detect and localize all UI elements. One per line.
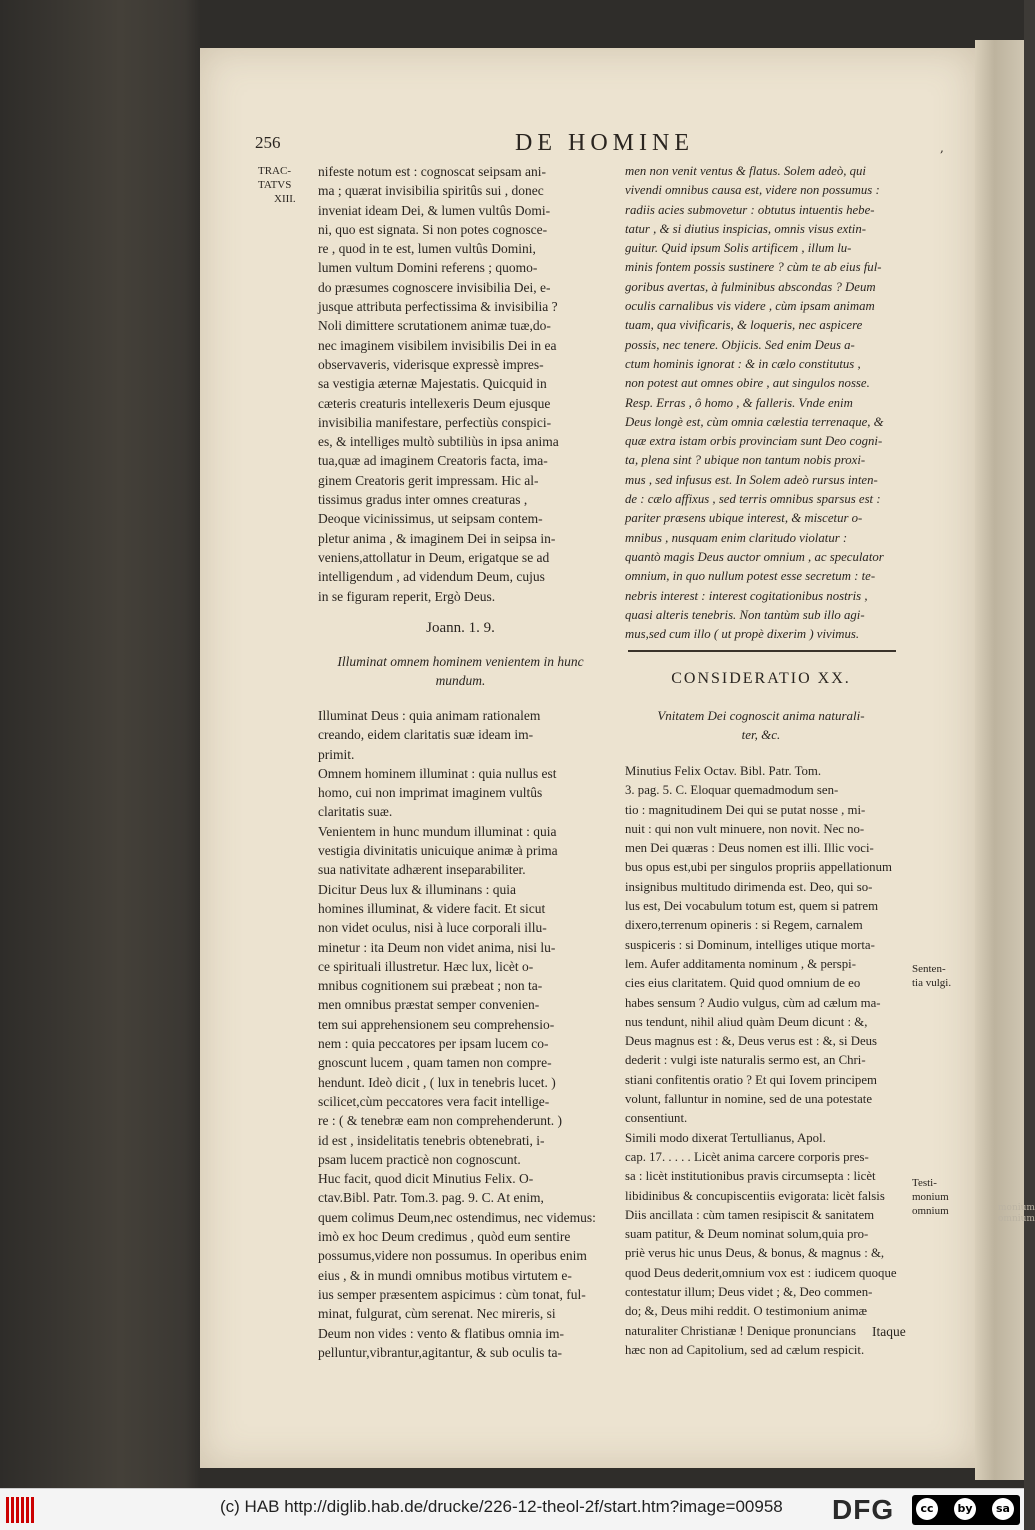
text-line: Illuminat Deus : quia animam rationalem [318,708,541,723]
text-line: naturaliter Christianæ ! Denique pronuncians [625,1323,856,1338]
text-line: in se figuram reperit, Ergò Deus. [318,588,496,604]
text-line: re : ( & tenebræ eam non comprehenderunt. ) [318,1113,563,1129]
text-line: pariter præsens ubique interest, & miscetur o- [625,511,863,526]
text-line: Omnem hominem illuminat : quia nullus est [318,765,557,781]
text-line: do; &, Deus mihi reddit. O testimonium animæ [625,1304,868,1319]
running-head: DE HOMINE [515,130,694,156]
text-line: dixero,terrenum opineris : si Regem, carnalem [625,918,863,933]
text-line: insignibus multitudo dirimenda est. Deo, qui so- [625,879,873,894]
margin-line: XIII. [274,193,296,205]
text-line: minetur : ita Deum non videt anima, nisi lu- [318,939,556,955]
cc-icon: cc [916,1498,938,1520]
margin-testimonium [912,1176,949,1218]
text-line: sa vestigia æternæ Majestatis. Quicquid in [318,376,547,392]
text-line: Deoque vicinissimus, ut seipsam contem- [318,511,543,527]
text-line: guitur. Quid ipsum Solis artificem , illum lu- [625,241,852,256]
text-line: mus,sed cum illo ( ut propè dixerim ) vivimus. [625,627,860,642]
catchword: Itaque [872,1324,906,1339]
left-column-text-2 [318,706,596,1362]
text-line: veniens,attollatur in Deum, erigatque se ad [318,549,550,565]
text-line: quod Deus dederit,omnium vox est : iudicem quoque [625,1265,897,1280]
text-line: tatur , & si diutius inspicias, omnis visus extin- [625,221,867,236]
text-line: lumen vultum Domini referens ; quomo- [318,260,538,276]
text-line: lus est, Dei vocabulum totum est, quem si patrem [625,899,879,914]
page-number: 256 [255,133,281,152]
margin-line: tia vulgi. [912,977,952,989]
subheading-line: ter, &c. [741,727,781,742]
text-line: possumus,videre non possumus. In operibus enim [318,1248,587,1264]
margin-line: monium [912,1191,949,1203]
text-line: homo, cui non imprimat imaginem vultûs [318,785,543,801]
text-line: de : cælo affixus , sed terris omnibus sparsus est : [625,492,881,507]
text-line: hendunt. Ideò dicit , ( lux in tenebris lucet. ) [318,1074,556,1090]
text-line: Minutius Felix Octav. Bibl. Patr. Tom. [625,764,822,778]
text-line: lem. Aufer additamenta nominum , & perspi- [625,956,856,971]
text-line: intelligendum , ad videndum Deum, cujus [318,569,545,585]
text-line: goribus avertas, à fulminibus abscondas ? Deum [625,279,876,294]
text-line: quem colimus Deum,nec ostendimus, nec videmus: [318,1209,596,1225]
text-line: hæc non ad Capitolium, sed ad cælum respicit. [625,1342,865,1357]
text-line: stiani confitentis oratio ? Et qui Iovem principem [625,1072,877,1087]
sa-icon: sa [992,1498,1014,1520]
text-line: men non venit ventus & flatus. Solem adeò, qui [625,164,866,178]
text-line: ctum hominis ignorat : & in cælo constitutus , [625,356,861,371]
text-line: oculis carnalibus vis videre , cùm ipsam animam [625,299,875,314]
text-line: homines illuminat, & videre facit. Et sicut [318,900,546,916]
subheading-line: Vnitatem Dei cognoscit anima naturali- [657,708,865,723]
text-line: pelluntur,vibrantur,agitantur, & sub oculis ta- [318,1344,562,1360]
text-line: minis fontem possis sustinere ? cùm te ab eius ful- [625,260,882,275]
text-line: ta, plena sint ? ubique non tantum nobis proxi- [625,453,866,468]
text-line: pletur anima , & imaginem Dei in seipsa in- [318,530,556,546]
text-line: scilicet,cùm peccatores vera facit intellige- [318,1093,550,1109]
text-line: id est , insidelitatis tenebris obtenebrati, i- [318,1132,545,1148]
text-line: ius semper præsentem aspicimus : cùm tonat, ful- [318,1286,586,1302]
verse-line: Illuminat omnem hominem venientem in hunc [337,654,584,669]
margin-line: Testi- [912,1177,937,1189]
text-line: sua nativitate adhærent inseparabiliter. [318,862,526,878]
text-line: claritatis suæ. [318,804,393,820]
right-column-text-2 [625,762,897,1360]
text-line: tua,quæ ad imaginem Creatoris facta, ima- [318,453,548,469]
text-line: Dicitur Deus lux & illuminans : quia [318,881,516,897]
text-line: suam patitur, & Deum nominat solum,quia pro- [625,1227,869,1242]
next-page-edge [975,40,1024,1480]
text-line: dederit : vulgi iste naturalis sermo est, an Chri- [625,1053,866,1068]
scripture-verse [318,652,603,690]
margin-sententia [912,962,951,990]
text-line: mnibus , nusquam enim claritudo violatur : [625,530,848,545]
text-line: Huc facit, quod dicit Minutius Felix. O- [318,1171,534,1187]
text-line: cies eius claritatem. Quid quod omnium de eo [625,976,861,991]
text-line: Noli dimittere scrutationem animæ tuæ,do- [318,318,551,334]
text-line: ginem Creatoris gerit impressam. Hic al- [318,472,539,488]
cc-license-icon[interactable] [912,1495,1020,1525]
text-line: invisibilia manifestare, perfectiùs conspici- [318,414,552,430]
text-line: jusque attributa perfectissima & invisibilia ? [318,299,558,315]
text-line: ma ; quærat invisibilia spiritûs sui , donec [318,183,544,199]
by-icon: by [954,1498,976,1520]
text-line: men omnibus præstat semper convenien- [318,997,540,1013]
margin-line: TRAC- [258,165,291,177]
text-line: Simili modo dixerat Tertullianus, Apol. [625,1130,826,1145]
text-line: nec imaginem visibilem invisibilis Dei in ea [318,337,557,353]
text-line: suspiceris : si Dominum, intelliges utique morta- [625,937,875,952]
text-line: imò ex hoc Deum credimus , quòd eum sentire [318,1229,571,1245]
text-line: nus tendunt, nihil aliud quàm Deum dicunt : &, [625,1014,868,1029]
left-column-text-1 [318,162,559,606]
text-line: Deus magnus est : &, Deus verus est : &, si Deus [625,1034,878,1049]
text-line: creando, eidem claritatis suæ ideam im- [318,727,534,743]
text-line: mus , sed infusus est. In Solem adeò rursus inten- [625,472,878,487]
margin-line: omnium [912,1205,949,1217]
text-line: Resp. Erras , ô homo , & falleris. Vnde enim [625,395,853,410]
text-line: es, & intelliges multò subtiliùs in ipsa anima [318,434,559,450]
text-line: Venientem in hunc mundum illuminat : quia [318,823,557,839]
text-line: psam lucem practicè non cognoscunt. [318,1151,521,1167]
text-line: non videt oculus, nisi à luce corporali illu- [318,920,547,936]
text-line: Diis ancillata : cùm tamen resipiscit & sanitatem [625,1207,875,1222]
text-line: tio : magnitudinem Dei qui se putat nosse , mi- [625,802,866,817]
text-line: vivendi omnibus causa est, videre non possumus : [625,183,880,198]
dfg-logo: DFG [832,1494,895,1525]
text-line: primit. [318,746,355,762]
text-line: nifeste notum est : cognoscat seipsam ani- [318,164,546,179]
text-line: tuam, qua vivificaris, & loqueris, nec aspicere [625,318,863,333]
text-line: tem sui apprehensionem seu comprehensio- [318,1016,555,1032]
scripture-reference: Joann. 1. 9. [426,620,495,636]
text-line: omnium, in quo nullum potest esse secretum : te- [625,569,876,584]
text-line: gnoscunt lucem , quam tamen non compre- [318,1055,552,1071]
margin-line: Senten- [912,963,946,975]
margin-line: TATVS [258,179,292,191]
text-line: ni, quo est signata. Si non potes cognosce- [318,221,548,237]
text-line: nem : quia peccatores per ipsam lucem co- [318,1036,549,1052]
text-line: Deum non vides : vento & flatibus omnia im- [318,1325,564,1341]
text-line: habes sensum ? Audio vulgus, cùm ad cælum ma- [625,995,881,1010]
text-line: volunt, falluntur in nomine, sed de una potestate [625,1092,872,1107]
hab-logo-icon [6,1497,40,1523]
text-line: libidinibus & concupiscentiis evigorata: licèt falsis [625,1188,885,1203]
text-line: sa : licèt institutionibus pravis circumsepta : licèt [625,1169,876,1184]
text-line: contestatur illum; Deus videt ; &, Deo commen- [625,1285,873,1300]
text-line: quasi alteris tenebris. Non tantùm sub illo agi- [625,607,865,622]
footer-citation[interactable]: (c) HAB http://diglib.hab.de/drucke/226-12-theol-2f/start.htm?image=00958 [220,1497,783,1516]
text-line: possis, nec tenere. Objicis. Sed enim Deus a- [625,337,855,352]
text-line: quantò magis Deus auctor omnium , ac speculator [625,549,884,564]
text-line: ce spirituali illustretur. Hæc lux, licèt o- [318,958,534,974]
text-line: quæ extra istam orbis provinciam sunt Deo cogni- [625,434,883,449]
footer-bar [0,1488,1024,1530]
right-column-text-1 [625,162,884,644]
text-line: nuit : qui non vult minuere, non novit. Nec no- [625,821,865,836]
text-line: inveniat ideam Dei, & lumen vultûs Domi- [318,202,551,218]
text-line: do præsumes cognoscere invisibilia Dei, e- [318,279,551,295]
text-line: non potest aut omnes obire , aut singulos nosse. [625,376,870,391]
text-line: radiis acies submovetur : obtutus intuentis hebe- [625,202,875,217]
text-line: mnibus cognitionem sui præbeat ; non ta- [318,978,543,994]
text-line: men Dei quæras : Deus nomen est illi. Illic voci- [625,841,874,856]
text-line: eius , & in mundi omnibus motibus virtutem e- [318,1267,572,1283]
text-line: cæteris creaturis intellexeris Deum ejusque [318,395,551,411]
text-line: consentiunt. [625,1111,688,1126]
section-rule [628,650,896,652]
text-line: priè verus hic unus Deus, & bonus, & magnus : &, [625,1246,885,1261]
consideratio-subheading [625,706,897,744]
text-line: bus opus est,ubi per singulos propriis appellationum [625,860,892,875]
edge-note: monium omnium [998,1203,1035,1224]
text-line: re , quod in te est, lumen vultûs Domini, [318,241,536,257]
text-line: nebris interest : interest cogitationibus nostris , [625,588,868,603]
margin-tractatus [258,164,296,206]
text-line: observaveris, viderisque expressè impres- [318,356,544,372]
text-line: vestigia divinitatis unicuique animæ à prima [318,843,558,859]
text-line: Deus longè est, cùm omnia cælestia terrenaque, & [625,414,884,429]
verse-line: mundum. [435,673,486,688]
consideratio-heading: CONSIDERATIO XX. [671,670,851,687]
signature-mark: , [940,141,944,155]
text-line: 3. pag. 5. C. Eloquar quemadmodum sen- [625,783,839,798]
text-line: minat, fulgurat, cùm serenat. Nec mireris, si [318,1306,556,1322]
text-line: cap. 17. . . . . Licèt anima carcere corporis pres- [625,1149,869,1164]
text-line: tissimus gradus inter omnes creaturas , [318,492,528,508]
text-line: ctav.Bibl. Patr. Tom.3. pag. 9. C. At enim, [318,1190,544,1206]
